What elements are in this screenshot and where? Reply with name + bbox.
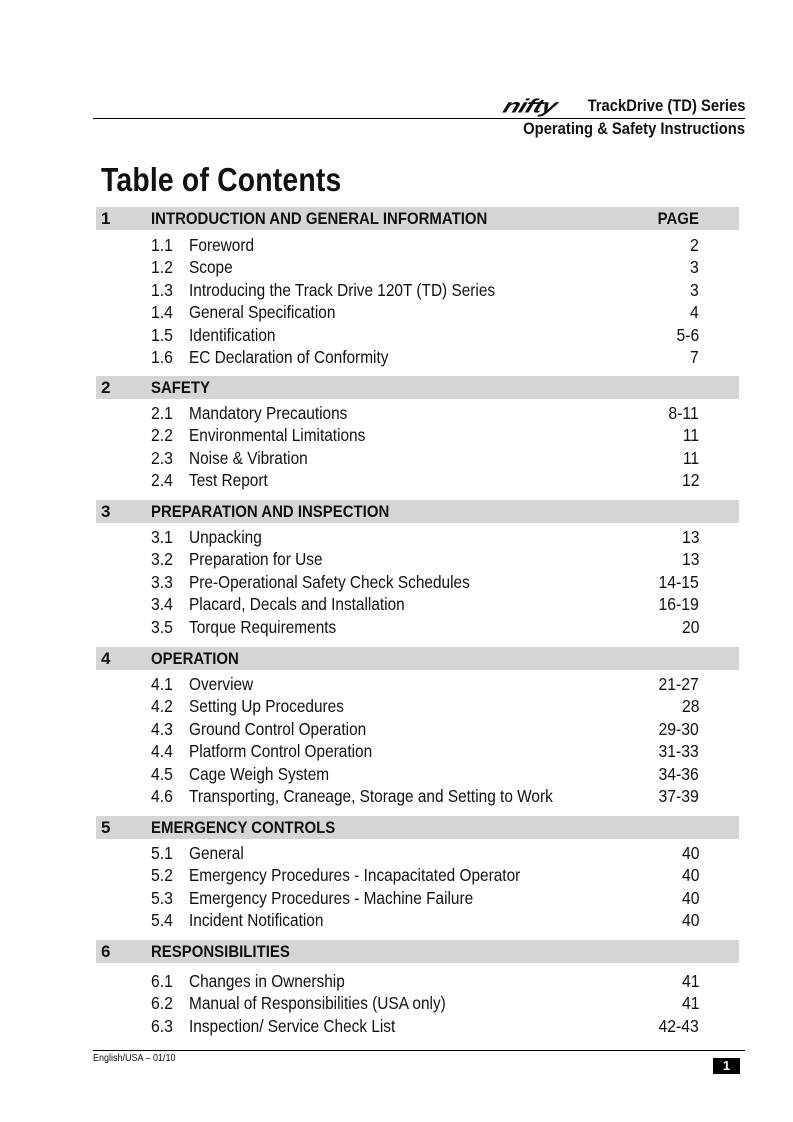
toc-entry[interactable] xyxy=(151,864,699,886)
toc-entry-label: Setting Up Procedures xyxy=(189,696,344,717)
toc-entry[interactable] xyxy=(151,324,699,346)
toc-entry-number: 1.5 xyxy=(151,324,173,345)
toc-entry-page: 12 xyxy=(681,470,699,491)
toc-entry-page: 41 xyxy=(681,971,699,991)
toc-entry[interactable] xyxy=(151,424,699,446)
toc-entry-label: Transporting, Craneage, Storage and Setting to Work xyxy=(189,786,553,806)
footer-rule xyxy=(93,1050,745,1051)
toc-entry[interactable] xyxy=(151,909,699,931)
toc-entry[interactable] xyxy=(151,571,699,593)
toc-entry-label: Overview xyxy=(189,674,254,694)
toc-entry[interactable] xyxy=(151,763,699,785)
page-column-label: PAGE xyxy=(657,208,699,228)
header-series: TrackDrive (TD) Series xyxy=(587,96,745,115)
toc-entry-label: Emergency Procedures - Machine Failure xyxy=(189,887,474,908)
toc-entry-label: Introducing the Track Drive 120T (TD) Series xyxy=(189,279,496,300)
toc-entry-label: Torque Requirements xyxy=(189,616,337,637)
section-header xyxy=(96,500,739,523)
toc-entry-number: 4.6 xyxy=(151,786,173,806)
section-title: EMERGENCY CONTROLS xyxy=(151,817,336,837)
header-brand-line xyxy=(499,94,745,118)
section-header xyxy=(96,647,739,670)
toc-entry-label: Identification xyxy=(189,324,276,345)
section-title: INTRODUCTION AND GENERAL INFORMATION xyxy=(151,208,488,228)
section-number: 3 xyxy=(101,501,111,521)
toc-entry-label: Manual of Responsibilities (USA only) xyxy=(189,993,446,1014)
section-number: 4 xyxy=(101,648,111,668)
toc-entry-label: General xyxy=(189,843,244,863)
toc-entry-number: 3.3 xyxy=(151,571,173,592)
toc-entry-label: Pre-Operational Safety Check Schedules xyxy=(189,571,470,592)
toc-entry-number: 4.1 xyxy=(151,674,173,694)
toc-entry-number: 5.4 xyxy=(151,910,173,931)
section-number: 1 xyxy=(101,208,111,228)
toc-entry-number: 3.2 xyxy=(151,549,173,570)
toc-entry-number: 3.5 xyxy=(151,616,173,637)
footer-edition: English/USA – 01/10 xyxy=(93,1053,176,1064)
toc-entry-page: 8-11 xyxy=(668,403,699,423)
page-title: Table of Contents xyxy=(101,161,342,198)
toc-entry-number: 1.3 xyxy=(151,279,173,300)
section-title: SAFETY xyxy=(151,377,211,397)
nifty-logo: nifty xyxy=(499,95,560,117)
toc-entry-number: 2.3 xyxy=(151,447,173,468)
page-number-badge: 1 xyxy=(713,1058,740,1074)
section-title: OPERATION xyxy=(151,648,239,668)
toc-entry[interactable] xyxy=(151,695,699,717)
toc-entry[interactable] xyxy=(151,593,699,615)
toc-entry-page: 34-36 xyxy=(658,763,699,784)
toc-entry[interactable] xyxy=(151,301,699,323)
toc-entry-number: 3.1 xyxy=(151,527,173,547)
toc-entry-number: 6.3 xyxy=(151,1015,173,1036)
section-number: 2 xyxy=(101,377,111,397)
toc-entry[interactable] xyxy=(151,234,699,256)
toc-entry[interactable] xyxy=(151,447,699,469)
header-subtitle: Operating & Safety Instructions xyxy=(523,119,745,138)
toc-entry-page: 40 xyxy=(681,910,699,931)
section-header xyxy=(96,376,739,399)
toc-entry[interactable] xyxy=(151,469,699,491)
toc-entry-page: 11 xyxy=(682,425,699,446)
toc-entry-label: Incident Notification xyxy=(189,910,324,931)
toc-entry-number: 5.1 xyxy=(151,843,173,863)
toc-entry-label: Unpacking xyxy=(189,527,262,547)
toc-entry-label: Ground Control Operation xyxy=(189,718,367,739)
toc-entry[interactable] xyxy=(151,842,699,864)
toc-entry-page: 41 xyxy=(681,993,699,1014)
toc-entry-page: 14-15 xyxy=(658,571,699,592)
toc-entry[interactable] xyxy=(151,548,699,570)
toc-entry-number: 4.3 xyxy=(151,718,173,739)
toc-entry-label: EC Declaration of Conformity xyxy=(189,347,389,367)
toc-entry-page: 28 xyxy=(681,696,699,717)
toc-entry-label: Environmental Limitations xyxy=(189,425,366,446)
toc-entry[interactable] xyxy=(151,673,699,695)
toc-entry-page: 16-19 xyxy=(658,594,699,615)
toc-entry-page: 11 xyxy=(682,447,699,468)
toc-entry-label: Test Report xyxy=(189,470,268,491)
toc-entry-label: Foreword xyxy=(189,235,255,255)
toc-entry[interactable] xyxy=(151,1015,699,1037)
toc-entry-page: 37-39 xyxy=(658,786,699,806)
section-header xyxy=(96,940,739,963)
toc-entry-label: Platform Control Operation xyxy=(189,741,373,762)
toc-entry-number: 4.5 xyxy=(151,763,173,784)
toc-entry-number: 1.2 xyxy=(151,257,173,278)
toc-entry-number: 2.1 xyxy=(151,403,173,423)
toc-entry-page: 5-6 xyxy=(676,324,699,345)
toc-entry-page: 31-33 xyxy=(658,741,699,762)
toc-entry[interactable] xyxy=(151,992,699,1014)
toc-entry-page: 21-27 xyxy=(658,674,699,694)
toc-entry-page: 7 xyxy=(690,347,699,367)
toc-entry-number: 2.2 xyxy=(151,425,173,446)
toc-entry[interactable] xyxy=(151,970,699,992)
toc-entry-label: General Specification xyxy=(189,302,336,323)
section-title: PREPARATION AND INSPECTION xyxy=(151,501,390,521)
toc-entry-number: 2.4 xyxy=(151,470,173,491)
toc-entry-page: 3 xyxy=(690,257,699,278)
toc-entry-page: 40 xyxy=(681,865,699,886)
section-title: RESPONSIBILITIES xyxy=(151,941,290,961)
toc-entry-number: 3.4 xyxy=(151,594,173,615)
toc-entry-label: Mandatory Precautions xyxy=(189,403,348,423)
toc-entry[interactable] xyxy=(151,402,699,424)
toc-entry-number: 4.4 xyxy=(151,741,173,762)
toc-entry-number: 6.1 xyxy=(151,971,173,991)
toc-entry-label: Scope xyxy=(189,257,233,278)
toc-entry-label: Emergency Procedures - Incapacitated Operator xyxy=(189,865,521,886)
toc-entry-page: 13 xyxy=(681,527,699,547)
toc-entry-page: 3 xyxy=(690,279,699,300)
section-number: 6 xyxy=(101,941,111,961)
toc-entry[interactable] xyxy=(151,718,699,740)
toc-entry[interactable] xyxy=(151,279,699,301)
toc-entry-number: 6.2 xyxy=(151,993,173,1014)
section-number: 5 xyxy=(101,817,111,837)
toc-entry-label: Inspection/ Service Check List xyxy=(189,1015,396,1036)
toc-entry-page: 40 xyxy=(681,843,699,863)
toc-entry-number: 5.2 xyxy=(151,865,173,886)
toc-entry-number: 1.1 xyxy=(151,235,173,255)
toc-entry-number: 4.2 xyxy=(151,696,173,717)
toc-entry-page: 20 xyxy=(681,616,699,637)
toc-entry[interactable] xyxy=(151,616,699,638)
section-header xyxy=(96,207,739,230)
toc-entry-label: Noise & Vibration xyxy=(189,447,308,468)
toc-entry-page: 2 xyxy=(690,235,699,255)
toc-entry-label: Preparation for Use xyxy=(189,549,323,570)
toc-entry[interactable] xyxy=(151,740,699,762)
toc-entry-page: 4 xyxy=(690,302,699,323)
toc-entry-page: 42-43 xyxy=(658,1015,699,1036)
toc-entry[interactable] xyxy=(151,887,699,909)
toc-entry-page: 40 xyxy=(681,887,699,908)
toc-entry-page: 29-30 xyxy=(658,718,699,739)
section-header xyxy=(96,816,739,839)
toc-entry-page: 13 xyxy=(681,549,699,570)
toc-entry[interactable] xyxy=(151,256,699,278)
toc-entry-label: Placard, Decals and Installation xyxy=(189,594,405,615)
toc-entry-number: 1.4 xyxy=(151,302,173,323)
toc-entry-label: Changes in Ownership xyxy=(189,971,345,991)
toc-entry[interactable] xyxy=(151,785,699,807)
toc-entry[interactable] xyxy=(151,346,699,368)
toc-entry-number: 5.3 xyxy=(151,887,173,908)
toc-entry-label: Cage Weigh System xyxy=(189,763,330,784)
toc-entry[interactable] xyxy=(151,526,699,548)
toc-entry-number: 1.6 xyxy=(151,347,173,367)
